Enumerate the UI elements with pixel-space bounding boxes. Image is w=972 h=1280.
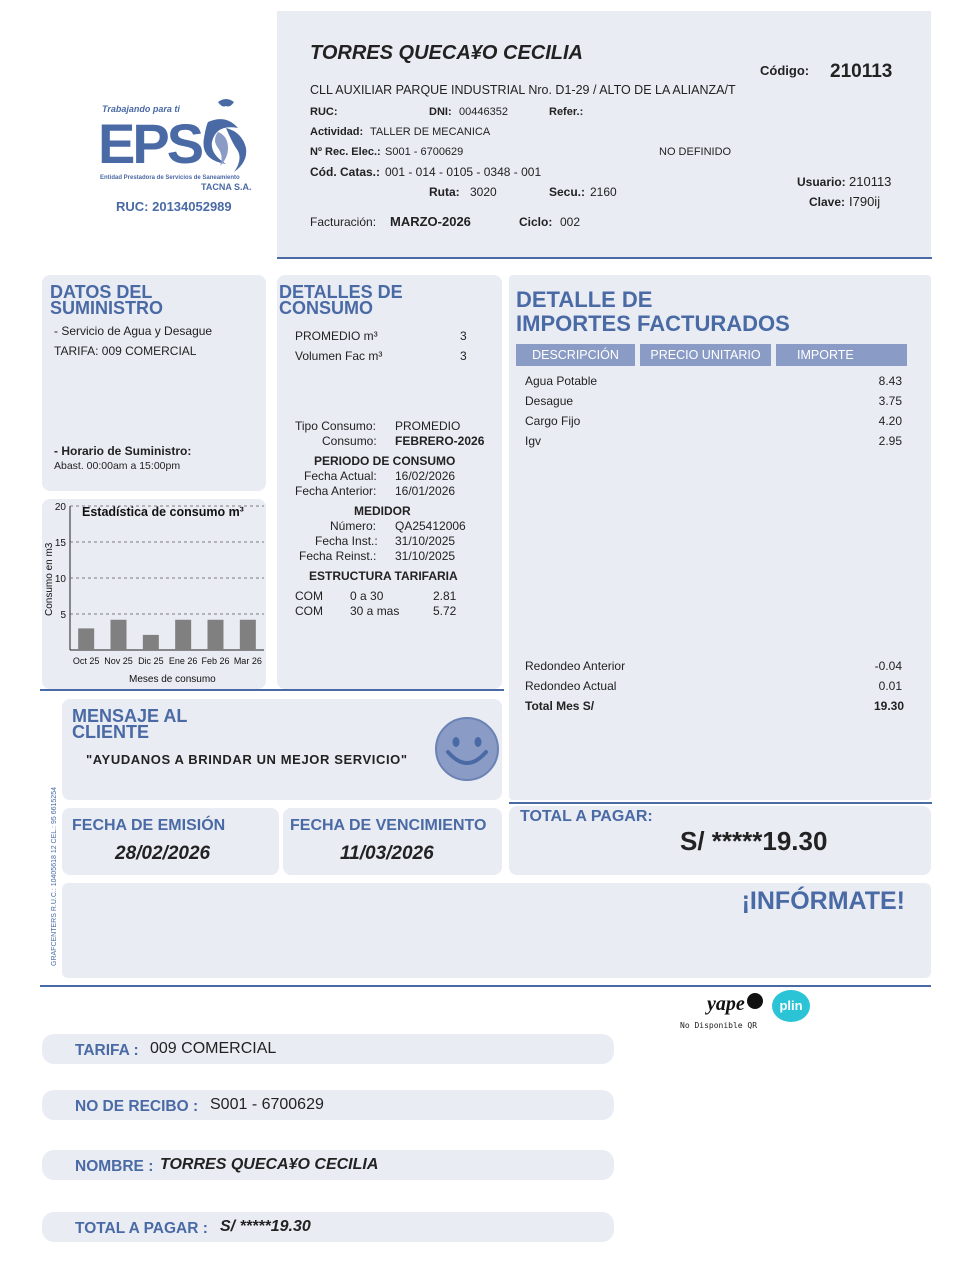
volumen-value: 3	[460, 349, 467, 363]
tarifa-row-cat: COM	[295, 604, 323, 618]
chart-x-tick: Oct 25	[72, 656, 100, 666]
secu-value: 2160	[590, 185, 617, 199]
chart-x-tick: Ene 26	[168, 656, 198, 666]
header-underline	[277, 257, 932, 259]
stub-recibo-value: S001 - 6700629	[210, 1096, 324, 1113]
chart-bar	[240, 620, 256, 650]
cod-catas-label: Cód. Catas.:	[310, 165, 381, 179]
tipo-consumo-value: PROMEDIO	[395, 419, 461, 433]
usuario-label: Usuario:	[797, 175, 846, 189]
dni-label: DNI:	[429, 106, 452, 118]
no-definido: NO DEFINIDO	[659, 146, 732, 158]
plin-logo[interactable]	[772, 990, 810, 1022]
plin-logo-text: plin	[779, 998, 803, 1013]
fecha-reinst-label: Fecha Reinst.:	[299, 549, 377, 563]
chart-bar	[175, 620, 191, 650]
chart-ylabel: Consumo en m3	[44, 542, 55, 616]
consumo-value: FEBRERO-2026	[395, 434, 485, 448]
logo-city: TACNA S.A.	[201, 182, 252, 192]
address: CLL AUXILIAR PARQUE INDUSTRIAL Nro. D1-29 / ALTO DE LA ALIANZA/T	[310, 83, 736, 97]
logo-ruc: RUC: 20134052989	[116, 199, 232, 214]
chart-y-tick: 10	[54, 574, 66, 585]
no-qr-text: No Disponible QR	[680, 1021, 758, 1030]
logo-tagline: Trabajando para ti	[102, 104, 180, 114]
ciclo-label: Ciclo:	[519, 215, 553, 229]
item-desc: Desague	[525, 394, 574, 408]
chart-bar	[78, 628, 94, 650]
refer-label: Refer.:	[549, 106, 584, 118]
chart-y-tick: 5	[60, 610, 66, 621]
importes-title-1: DETALLE DE	[516, 287, 653, 312]
codigo-value: 210113	[830, 61, 893, 82]
logo-entity: Entidad Prestadora de Servicios de Saneamiento	[100, 175, 240, 181]
fecha-inst-label: Fecha Inst.:	[315, 534, 378, 548]
chart-y-tick: 15	[54, 538, 66, 549]
rec-elec-value: S001 - 6700629	[385, 146, 464, 158]
total-divider	[509, 802, 932, 804]
chart-y-tick: 20	[54, 502, 66, 513]
mensaje-title-1: MENSAJE AL	[72, 706, 188, 726]
stub-tarifa-label: TARIFA :	[75, 1042, 139, 1059]
mensaje-divider	[40, 689, 504, 691]
fecha-actual-label: Fecha Actual:	[304, 469, 377, 483]
consumption-chart	[42, 499, 266, 689]
stub-total	[42, 1212, 614, 1242]
printer-credit: GRAFCENTERS R.U.C.: 10405618 12 CEL.: 95 6615254	[51, 787, 58, 966]
smiley-icon	[434, 716, 500, 782]
emision-label: FECHA DE EMISIÓN	[72, 817, 226, 834]
chart-x-tick: Dic 25	[138, 656, 164, 666]
suministro-title-1: DATOS DEL	[50, 282, 153, 302]
ruta-label: Ruta:	[429, 185, 460, 199]
ruc-label: RUC:	[310, 106, 338, 118]
chart-bar	[111, 620, 127, 650]
stub-tarifa	[42, 1034, 614, 1064]
fecha-inst-value: 31/10/2025	[395, 534, 456, 548]
chart-bar	[208, 620, 224, 650]
stub-recibo	[42, 1090, 614, 1120]
usuario-value: 210113	[849, 174, 892, 189]
fecha-reinst-value: 31/10/2025	[395, 549, 456, 563]
item-importe: 2.95	[878, 434, 902, 448]
item-desc: Cargo Fijo	[525, 414, 581, 428]
fecha-anterior-label: Fecha Anterior:	[295, 484, 377, 498]
facturacion-value: MARZO-2026	[390, 214, 471, 229]
mensaje-title-2: CLIENTE	[72, 722, 150, 742]
stub-total-label: TOTAL A PAGAR :	[75, 1220, 208, 1237]
col-importe: IMPORTE	[776, 344, 907, 366]
total-label: TOTAL A PAGAR:	[520, 808, 653, 825]
total-mes-label: Total Mes S/	[525, 699, 595, 713]
horario-label: - Horario de Suministro:	[54, 444, 192, 458]
tarifa-row-precio: 2.81	[433, 589, 457, 603]
consumo-title-2: CONSUMO	[279, 298, 373, 318]
stub-nombre-value: TORRES QUECA¥O CECILIA	[160, 1156, 379, 1173]
chart-bar	[143, 635, 159, 650]
logo-brand: EPS	[98, 112, 202, 175]
chart-x-tick: Feb 26	[201, 656, 230, 666]
chart-x-tick: Nov 25	[104, 656, 133, 666]
item-desc: Igv	[525, 434, 542, 448]
chart-title: Estadística de consumo m³	[82, 505, 244, 519]
vencimiento-label: FECHA DE VENCIMIENTO	[290, 817, 487, 834]
suministro-title-2: SUMINISTRO	[50, 298, 164, 318]
redondeo-actual-label: Redondeo Actual	[525, 679, 617, 693]
importes-title-2: IMPORTES FACTURADOS	[516, 311, 790, 336]
yape-logo-text: yape	[707, 993, 745, 1015]
actividad-label: Actividad:	[310, 126, 364, 138]
redondeo-anterior-label: Redondeo Anterior	[525, 659, 626, 673]
fecha-anterior-value: 16/01/2026	[395, 484, 456, 498]
promedio-label: PROMEDIO m³	[295, 329, 378, 343]
tarifa-row-rango: 30 a mas	[350, 604, 400, 618]
total-value: S/ *****19.30	[680, 826, 828, 856]
chart-xlabel: Meses de consumo	[129, 674, 216, 685]
stub-nombre	[42, 1150, 614, 1180]
item-importe: 8.43	[878, 374, 902, 388]
mensaje-text: "AYUDANOS A BRINDAR UN MEJOR SERVICIO"	[86, 752, 408, 767]
redondeo-actual-value: 0.01	[878, 679, 902, 693]
ruta-value: 3020	[470, 185, 497, 199]
redondeo-anterior-value: -0.04	[874, 659, 902, 673]
cod-catas-value: 001 - 014 - 0105 - 0348 - 001	[385, 165, 542, 179]
tarifa-row-rango: 0 a 30	[350, 589, 384, 603]
estructura-title: ESTRUCTURA TARIFARIA	[309, 569, 458, 583]
volumen-label: Volumen Fac m³	[295, 349, 383, 363]
tipo-consumo-label: Tipo Consumo:	[295, 419, 376, 433]
tarifa-row-precio: 5.72	[433, 604, 457, 618]
horario-value: Abast. 00:00am a 15:00pm	[54, 460, 181, 472]
total-mes-value: 19.30	[873, 699, 904, 713]
dni-value: 00446352	[459, 106, 508, 118]
medidor-title: MEDIDOR	[354, 504, 411, 518]
emision-value: 28/02/2026	[115, 843, 211, 864]
clave-label: Clave:	[809, 195, 846, 209]
stub-tarifa-value: 009 COMERCIAL	[150, 1040, 277, 1057]
secu-label: Secu.:	[549, 185, 586, 199]
numero-value: QA25412006	[395, 519, 466, 533]
stub-nombre-label: NOMBRE :	[75, 1158, 154, 1175]
informate-title: ¡INFÓRMATE!	[741, 887, 905, 915]
promedio-value: 3	[460, 329, 467, 343]
item-importe: 4.20	[878, 414, 902, 428]
numero-label: Número:	[330, 519, 377, 533]
periodo-title: PERIODO DE CONSUMO	[314, 454, 456, 468]
tarifa-row-cat: COM	[295, 589, 323, 603]
chart-x-tick: Mar 26	[233, 656, 262, 666]
informate-underline	[40, 985, 931, 987]
customer-name: TORRES QUECA¥O CECILIA	[310, 42, 583, 64]
consumo-title-1: DETALLES DE	[279, 282, 403, 302]
yape-badge-icon	[747, 993, 763, 1009]
ciclo-value: 002	[560, 215, 581, 229]
eps-logo	[96, 96, 256, 216]
stub-recibo-label: NO DE RECIBO :	[75, 1098, 199, 1115]
actividad-value: TALLER DE MECANICA	[370, 126, 491, 138]
stub-total-value: S/ *****19.30	[220, 1218, 311, 1235]
rec-elec-label: Nº Rec. Elec.:	[310, 146, 381, 158]
item-importe: 3.75	[878, 394, 902, 408]
codigo-label: Código:	[760, 63, 810, 78]
vencimiento-value: 11/03/2026	[340, 843, 434, 864]
col-precio-unitario: PRECIO UNITARIO	[640, 344, 771, 366]
fecha-actual-value: 16/02/2026	[395, 469, 456, 483]
item-desc: Agua Potable	[525, 374, 598, 388]
col-descripcion: DESCRIPCIÓN	[516, 344, 635, 366]
tarifa-text: TARIFA: 009 COMERCIAL	[54, 344, 197, 358]
consumo-label: Consumo:	[322, 434, 377, 448]
yape-logo[interactable]	[707, 993, 765, 1017]
facturacion-label: Facturación:	[310, 215, 377, 229]
clave-value: I790ij	[849, 194, 881, 209]
servicio-text: - Servicio de Agua y Desague	[54, 324, 213, 338]
wave-icon	[196, 96, 256, 174]
